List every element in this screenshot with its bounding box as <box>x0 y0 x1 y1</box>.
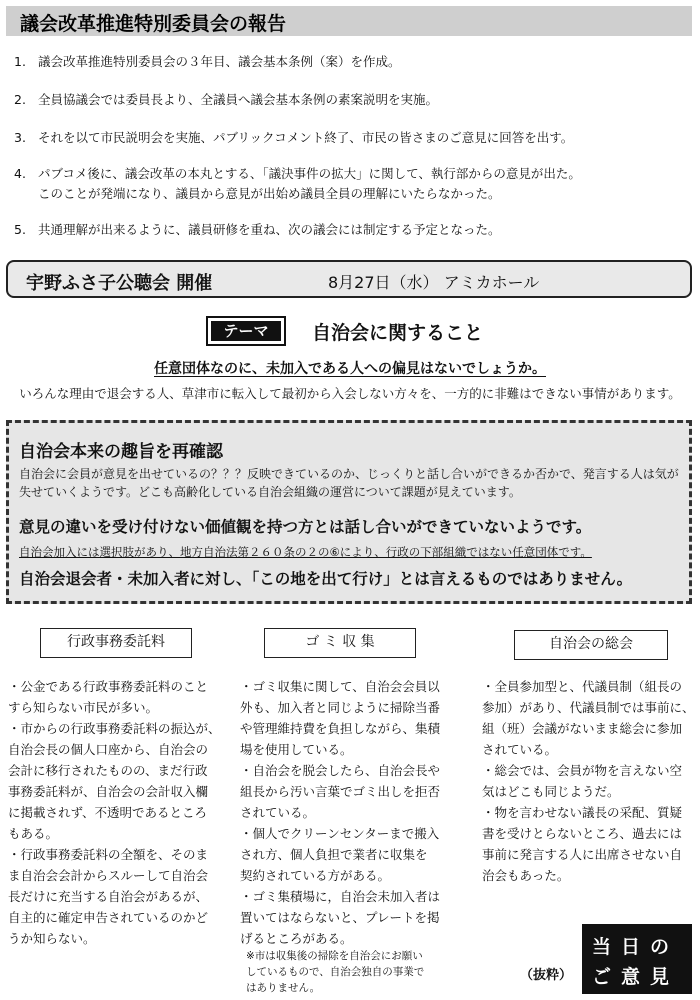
day-opinions-line-2: ご意見 <box>592 966 680 988</box>
day-opinions-line-1: 当日の <box>592 936 680 958</box>
theme-title: 自治会に関すること <box>312 322 484 344</box>
column-line: 書を受けとらないところ、過去には <box>482 826 683 841</box>
column-line: げるところがある。 <box>240 931 353 946</box>
footnote-line: ※市は収集後の掃除を自治会にお願い <box>246 950 423 962</box>
column-line: されている。 <box>240 805 316 820</box>
column-line: ・市からの行政事務委託料の振込が、 <box>8 721 221 736</box>
report-item-text: 共通理解が出来るように、議員研修を重ね、次の議会には制定する予定となった。 <box>38 222 501 237</box>
column-line: ・ゴミ集積場に，自治会未加入者は <box>240 889 441 904</box>
report-item-text-continued: このことが発端になり、議員から意見が出始め議員全員の理解にいたらなかった。 <box>38 186 501 201</box>
report-item-number: 1. <box>14 54 26 69</box>
column-line: 事前に発言する人に出席させない自 <box>482 847 683 862</box>
column-line: 契約されている方がある。 <box>240 868 391 883</box>
report-item-number: 5. <box>14 222 26 237</box>
column-line: ・全員参加型と、代議員制（組長の <box>482 679 683 694</box>
column-line: ・行政事務委託料の全額を、そのま <box>8 847 209 862</box>
garbage-footnote <box>246 948 466 996</box>
reconfirm-box <box>6 420 692 604</box>
column-line: 長だけに充当する自治会があるが、 <box>8 889 209 904</box>
column-line: ・総会では、会員が物を言えない空 <box>482 763 683 778</box>
column-line: 会計に移行されたものの、まだ行政 <box>8 763 208 778</box>
column-body-general-meeting <box>482 676 698 886</box>
column-line: ・自治会を脱会したら、自治会長や <box>240 763 441 778</box>
column-line: ・公金である行政事務委託料のこと <box>8 679 209 694</box>
column-line: ・個人でクリーンセンターまで搬入 <box>240 826 440 841</box>
column-line: や管理維持費を負担しながら、集積 <box>240 721 441 736</box>
report-item <box>14 164 581 204</box>
column-line: 事務委託料が、自治会の会計収入欄 <box>8 784 209 799</box>
column-line: ま自治会会計からスルーして自治会 <box>8 868 209 883</box>
column-line: 置いてはならないと、プレートを掲 <box>240 910 440 925</box>
column-line: 参加）があり、代議員制では事前に、 <box>482 700 695 715</box>
column-heading-general-meeting: 自治会の総会 <box>514 630 668 660</box>
reconfirm-emphasis-2: 自治会退会者・未加入者に対し、「この地を出て行け」とは言えるものではありません。 <box>19 570 633 588</box>
column-line: すら知らない市民が多い。 <box>8 700 159 715</box>
report-item-text: 全員協議会では委員長より、全議員へ議会基本条例の素案説明を実施。 <box>38 92 439 107</box>
report-item-text: 議会改革推進特別委員会の３年目、議会基本条例（案）を作成。 <box>38 54 401 69</box>
report-title: 議会改革推進特別委員会の報告 <box>20 13 287 35</box>
reconfirm-body: 自治会に会員が意見を出せているの？？？反映できているのか、じっくりと話し合いができるか否かで、発言する人は気が失せていくようです。どこも高齢化している自治会組織の運営について課題が見えています。 <box>19 467 679 499</box>
column-heading-admin-fee: 行政事務委託料 <box>40 628 192 658</box>
hearing-date-venue: 8月27日（水） アミカホール <box>328 273 540 292</box>
hearing-name: 宇野ふさ子公聴会 開催 <box>26 273 213 294</box>
theme-subtext: いろんな理由で退会する人、草津市に転入して最初から入会しない方々を、一方的に非難はできない事情があります。 <box>19 386 681 401</box>
column-line: ・ゴミ収集に関して、自治会会員以 <box>240 679 440 694</box>
footnote-line: しているもので、自治会独自の事業で <box>246 966 425 978</box>
column-body-admin-fee <box>8 676 230 949</box>
report-item <box>14 52 401 72</box>
column-line: 治会もあった。 <box>482 868 570 883</box>
report-item <box>14 220 501 240</box>
column-line: され方、個人負担で業者に収集を <box>240 847 428 862</box>
excerpt-label: （抜粋） <box>520 968 573 983</box>
reconfirm-emphasis-1: 意見の違いを受け付けない価値観を持つ方とは話し合いができていないようです。 <box>19 518 592 536</box>
column-line: に掲載されず、不透明であるところ <box>8 805 208 820</box>
report-item-number: 3. <box>14 130 26 145</box>
column-line: うか知らない。 <box>8 931 96 946</box>
column-line: 自治会長の個人口座から、自治会の <box>8 742 209 757</box>
theme-badge: テーマ <box>206 316 286 346</box>
column-line: 外も、加入者と同じように掃除当番 <box>240 700 441 715</box>
column-heading-garbage: ゴ ミ 収 集 <box>264 628 416 658</box>
column-line: 自主的に確定申告されているのかど <box>8 910 209 925</box>
column-line: 組長から汚い言葉でゴミ出しを拒否 <box>240 784 441 799</box>
report-item-number: 2. <box>14 92 26 107</box>
report-item-text: パブコメ後に、議会改革の本丸とする、「議決事件の拡大」に関して、執行部からの意見が出た。 <box>38 166 581 181</box>
public-hearing-box <box>6 260 692 298</box>
column-line: 気はどこも同じようだ。 <box>482 784 620 799</box>
column-line: 場を使用している。 <box>240 742 353 757</box>
column-line: ・物を言わせない議長の采配、質疑 <box>482 805 683 820</box>
report-item <box>14 128 573 148</box>
reconfirm-heading: 自治会本来の趣旨を再確認 <box>19 442 223 462</box>
day-opinions-box <box>582 924 692 994</box>
reconfirm-legal-note: 自治会加入には選択肢があり、地方自治法第２６０条の２の⑥により、行政の下部組織ではない任意団体です。 <box>19 545 592 559</box>
column-line: されている。 <box>482 742 558 757</box>
report-banner <box>6 6 692 36</box>
footnote-line: はありません。 <box>246 982 321 994</box>
column-body-garbage <box>240 676 458 949</box>
report-item-text: それを以て市民説明会を実施、パブリックコメント終了、市民の皆さまのご意見に回答を出す。 <box>38 130 574 145</box>
column-line: もある。 <box>8 826 59 841</box>
theme-question <box>0 358 700 378</box>
report-item-number: 4. <box>14 166 26 181</box>
report-item <box>14 90 438 110</box>
theme-question-text: 任意団体なのに、未加入である人への偏見はないでしょうか。 <box>154 361 546 377</box>
column-line: 組（班）会議がないまま総会に参加 <box>482 721 683 736</box>
